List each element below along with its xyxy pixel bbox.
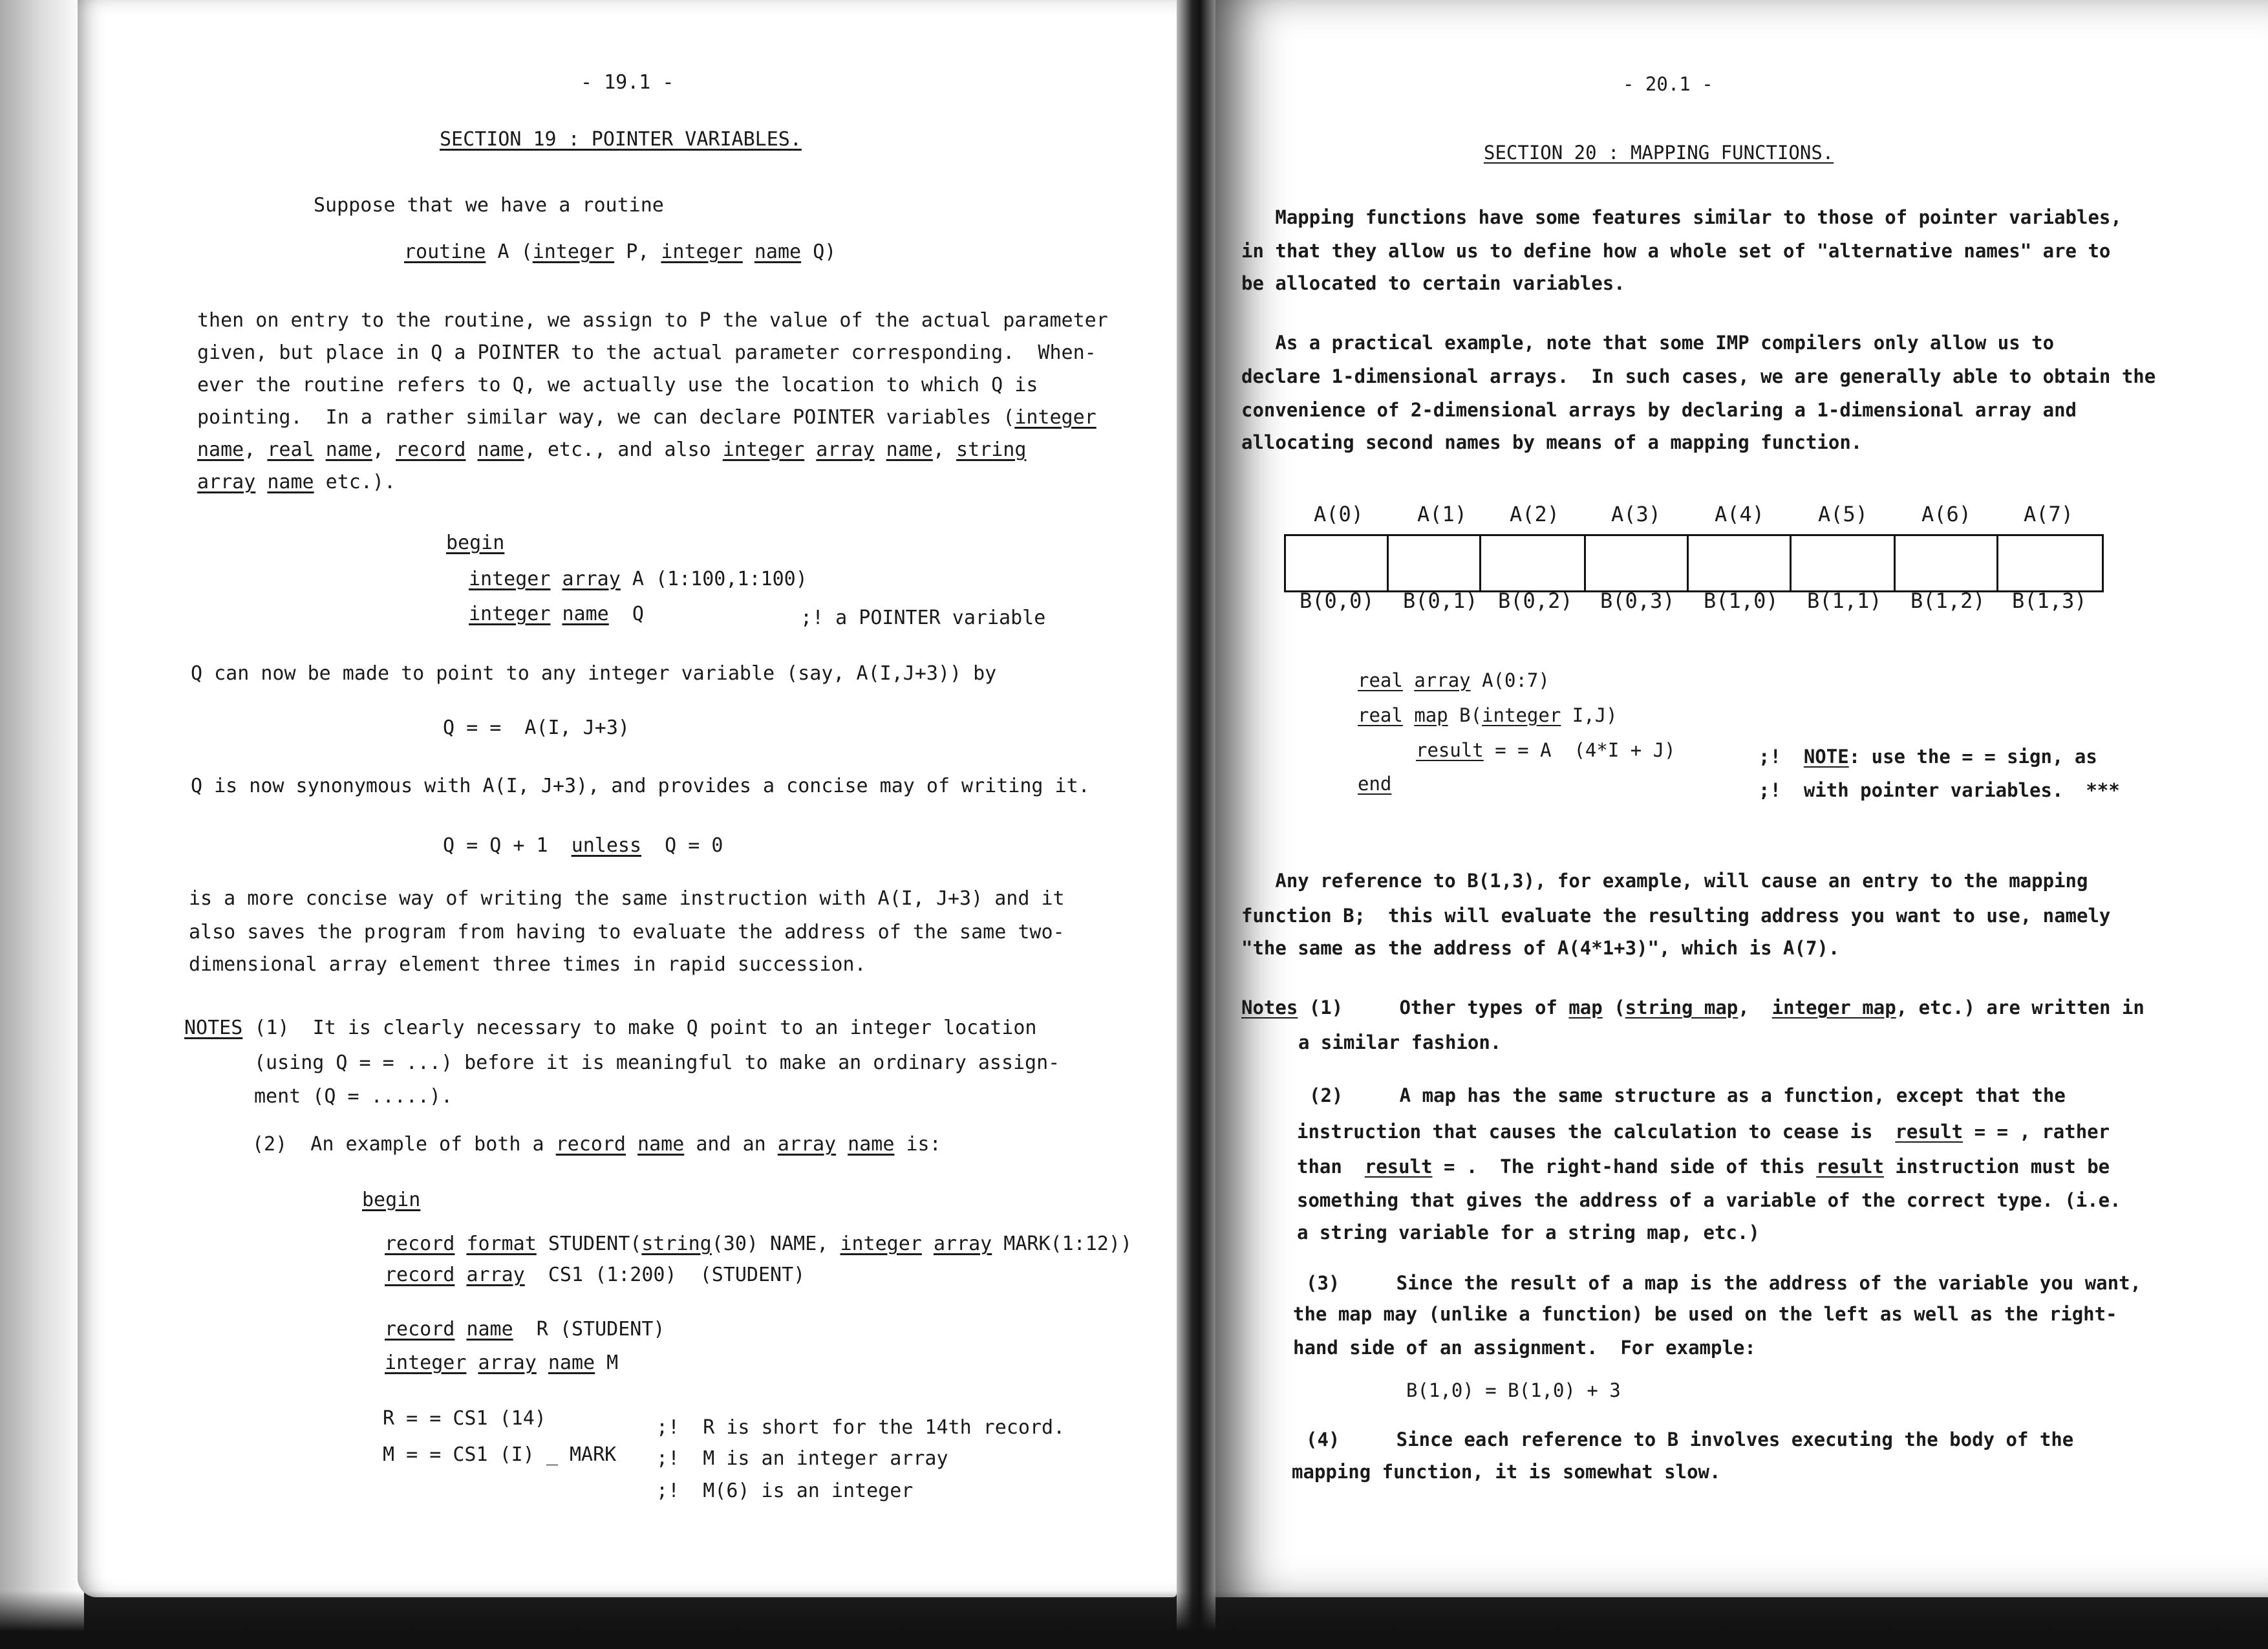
txt: than [1297, 1156, 1365, 1178]
note3-line3: hand side of an assignment. For example: [1293, 1337, 1756, 1359]
map-code-comment1 [1759, 745, 2097, 768]
equation2 [443, 834, 723, 857]
kw-name: name [848, 1133, 895, 1156]
b-label-0: B(0,0) [1300, 588, 1375, 613]
txt: instruction must be [1883, 1156, 2110, 1178]
code1-comment: ;! a POINTER variable [800, 607, 1046, 629]
para3: Q is now synonymous with A(I, J+3), and provides a concise may of writing it. [191, 775, 1090, 797]
txt: , etc.) are written in [1896, 997, 2145, 1018]
kw-integer: integer [385, 1352, 467, 1374]
txt: CS1 (1:200) (STUDENT) [524, 1264, 806, 1286]
kw-real: real [267, 438, 314, 461]
kw-record: record [555, 1133, 626, 1156]
notes-label: NOTES [184, 1017, 243, 1039]
para2-line2: declare 1-dimensional arrays. In such cases, we are generally able to obtain the [1241, 365, 2156, 387]
code2-line3 [385, 1318, 665, 1341]
array-cell [1998, 536, 2102, 590]
para1-line6 [197, 471, 396, 494]
kw-unless: unless [571, 834, 642, 857]
txt: is: [894, 1133, 941, 1156]
kw-integer: integer [469, 568, 551, 590]
kw-array: array [197, 471, 256, 493]
equation1: Q = = A(I, J+3) [443, 717, 630, 739]
kw-begin: begin [362, 1189, 421, 1211]
kw-record: record [396, 438, 466, 461]
intro-text: Suppose that we have a routine [314, 194, 664, 217]
txt: Q = Q + 1 [443, 834, 572, 857]
para3-line2: function B; this will evaluate the resulting address you want to use, namely [1241, 905, 2111, 927]
array-cell [1389, 536, 1481, 590]
code1-line2 [469, 568, 808, 591]
page-number: - 19.1 - [581, 71, 674, 94]
kw-name: name [637, 1133, 685, 1156]
kw-record: record [385, 1233, 455, 1255]
a-label-0: A(0) [1314, 502, 1364, 526]
kw-array: array [562, 568, 621, 590]
kw-format: format [466, 1233, 537, 1255]
b-label-5: B(1,1) [1807, 588, 1882, 613]
map-code-line2 [1358, 704, 1618, 727]
b-label-2: B(0,2) [1498, 588, 1573, 613]
a-label-4: A(4) [1715, 502, 1765, 526]
routine-decl [404, 241, 836, 264]
array-cells [1284, 534, 2104, 592]
kw-result: result [1364, 1156, 1433, 1178]
kw-record: record [385, 1264, 455, 1286]
kw-name: name [548, 1352, 595, 1374]
kw-map: map [1414, 704, 1448, 726]
kw-name: name [754, 241, 802, 263]
a-label-3: A(3) [1611, 502, 1662, 526]
array-cell [1481, 536, 1585, 590]
txt: I,J) [1561, 704, 1618, 726]
txt: , [1738, 997, 1772, 1018]
map-code-line1 [1358, 669, 1550, 692]
kw-array: array [466, 1264, 525, 1286]
para1-line1: Mapping functions have some features similar to those of pointer variables, [1241, 206, 2122, 228]
txt: P, [626, 241, 650, 263]
note2-line1: (2) A map has the same structure as a function, except that the [1309, 1084, 2066, 1106]
kw-name: name [197, 438, 244, 461]
txt: (1) It is clearly necessary to make Q point to an integer location [242, 1017, 1037, 1039]
kw-name: name [562, 603, 609, 625]
section-title [440, 128, 802, 151]
txt: Q = 0 [641, 834, 723, 857]
para2: Q can now be made to point to any integer variable (say, A(I,J+3)) by [191, 662, 997, 685]
kw-integer: integer [722, 438, 805, 461]
kw-integer: integer [661, 241, 743, 263]
note3-line1: (3) Since the result of a map is the address of the variable you want, [1306, 1272, 2142, 1294]
txt: R (STUDENT) [513, 1318, 665, 1341]
txt: : use the = = sign, as [1848, 746, 2097, 768]
txt: = . The right-hand side of this [1432, 1156, 1817, 1178]
txt: = = A (4*I + J) [1483, 739, 1676, 761]
note2-line3 [1297, 1155, 2110, 1178]
code2-line1 [385, 1233, 1132, 1256]
note3-line2: the map may (unlike a function) be used on the left as well as the right- [1293, 1303, 2117, 1325]
kw-array: array [478, 1352, 537, 1374]
code2-comment2: ;! M is an integer array [656, 1447, 948, 1470]
txt: pointing. In a rather similar way, we can declare POINTER variables ( [197, 406, 1015, 429]
code2-begin [362, 1189, 420, 1212]
para4-line1: is a more concise way of writing the same instruction with A(I, J+3) and it [189, 887, 1065, 910]
txt: M [595, 1352, 619, 1374]
note1-line2: a similar fashion. [1298, 1031, 1502, 1053]
kw-array: array [1414, 669, 1471, 691]
kw-integer: integer [1014, 406, 1097, 429]
kw-result: result [1895, 1121, 1963, 1143]
page-19-1 [78, 0, 1177, 1597]
kw-name: name [267, 471, 314, 493]
txt: and an [684, 1133, 778, 1156]
kw-real: real [1358, 669, 1403, 691]
array-cell [1792, 536, 1896, 590]
para2-line4: allocating second names by means of a mapping function. [1241, 431, 1863, 453]
section-title-text: SECTION 20 : MAPPING FUNCTIONS. [1484, 142, 1834, 164]
para4-line2: also saves the program from having to evaluate the address of the same two- [189, 921, 1065, 943]
note1-line3: ment (Q = .....). [254, 1085, 453, 1108]
kw-end: end [1358, 773, 1392, 795]
kw-name: name [466, 1318, 513, 1341]
para1-line3: ever the routine refers to Q, we actually use the location to which Q is [197, 374, 1038, 396]
map-code-line3 [1416, 738, 1676, 762]
note1-line2: (using Q = = ...) before it is meaningful to make an ordinary assign- [254, 1051, 1060, 1074]
txt: ;! [1759, 746, 1804, 768]
note2-line2 [1297, 1120, 2110, 1143]
map-code-line4 [1358, 772, 1391, 795]
txt: instruction that causes the calculation to cease is [1297, 1121, 1896, 1143]
note4-line1: (4) Since each reference to B involves executing the body of the [1306, 1428, 2074, 1450]
section-title [1484, 141, 1834, 164]
para4-line3: dimensional array element three times in rapid succession. [189, 953, 866, 976]
para1-line4 [197, 406, 1097, 429]
page-20-1 [1215, 0, 2268, 1597]
code2-comment1: ;! R is short for the 14th record. [656, 1416, 1065, 1439]
note1-line1 [1241, 996, 2145, 1019]
para1-line2: in that they allow us to define how a whole set of "alternative names" are to [1241, 240, 2111, 262]
para1-line3: be allocated to certain variables. [1241, 272, 1625, 294]
a-label-7: A(7) [2024, 502, 2074, 526]
txt: (2) An example of both a [252, 1133, 556, 1156]
b-label-4: B(1,0) [1704, 588, 1779, 613]
kw-name: name [886, 438, 933, 461]
txt: Q [608, 603, 644, 625]
note2-line4: something that gives the address of a variable of the correct type. (i.e. [1297, 1189, 2121, 1211]
para1-line2: given, but place in Q a POINTER to the actual parameter corresponding. When- [197, 341, 1097, 364]
para1-line1: then on entry to the routine, we assign to P the value of the actual parameter [197, 309, 1108, 332]
txt: MARK(1:12)) [992, 1233, 1132, 1255]
scan-bottom-shadow [0, 1591, 2268, 1649]
kw-array: array [933, 1233, 992, 1255]
kw-array: array [816, 438, 875, 461]
txt: A(0:7) [1470, 669, 1550, 691]
map-code-comment2: ;! with pointer variables. *** [1759, 779, 2120, 801]
note2-line5: a string variable for a string map, etc.) [1297, 1222, 1760, 1244]
txt: STUDENT( [536, 1233, 642, 1255]
kw-name: name [325, 438, 372, 461]
txt: (1) Other types of [1298, 997, 1569, 1018]
txt: A ( [497, 241, 533, 263]
book-gutter [1177, 0, 1215, 1649]
kw-array: array [777, 1133, 837, 1156]
para1-line5: name, real name, record name, etc., and also integer array name, string [197, 438, 1027, 461]
notes-label: Notes [1241, 997, 1298, 1018]
b-label-3: B(0,3) [1600, 588, 1675, 613]
code1-begin [446, 532, 504, 555]
section-title-text: SECTION 19 : POINTER VARIABLES. [440, 128, 802, 151]
kw-integer: integer [1482, 704, 1561, 726]
code2-line6: M = = CS1 (I) _ MARK [383, 1443, 617, 1466]
kw-integer: integer [532, 241, 615, 263]
array-cell [1586, 536, 1689, 590]
kw-string: string [641, 1233, 712, 1255]
kw-integer: integer [469, 603, 551, 625]
code2-line5: R = = CS1 (14) [383, 1407, 546, 1430]
kw-string-map: string map [1625, 997, 1738, 1018]
note4-line2: mapping function, it is somewhat slow. [1292, 1461, 1721, 1483]
txt: A (1:100,1:100) [620, 568, 808, 590]
page-number: - 20.1 - [1623, 73, 1713, 95]
kw-name: name [477, 438, 524, 461]
kw-string: string [956, 438, 1027, 461]
note1-line1 [184, 1017, 1037, 1040]
array-cell [1286, 536, 1389, 590]
kw-integer-map: integer map [1771, 997, 1896, 1018]
b-label-7: B(1,3) [2012, 588, 2087, 613]
a-label-2: A(2) [1510, 502, 1560, 526]
b-label-1: B(0,1) [1403, 588, 1478, 613]
kw-real: real [1358, 704, 1403, 726]
kw-result: result [1816, 1156, 1884, 1178]
array-cell [1689, 536, 1792, 590]
para2-line1: As a practical example, note that some IMP compilers only allow us to [1241, 332, 2055, 354]
kw-integer: integer [840, 1233, 922, 1255]
kw-result: result [1416, 739, 1484, 761]
note-label: NOTE [1803, 746, 1849, 768]
code1-line3 [469, 603, 644, 626]
txt: etc.). [314, 471, 396, 493]
txt: ( [1602, 997, 1625, 1018]
txt: , etc., and also [524, 438, 711, 461]
para3-line1: Any reference to B(1,3), for example, will cause an entry to the mapping [1241, 870, 2088, 892]
a-label-6: A(6) [1921, 502, 1972, 526]
kw-map: map [1568, 997, 1603, 1018]
txt: B( [1448, 704, 1482, 726]
kw-record: record [385, 1318, 455, 1341]
array-cell [1896, 536, 1998, 590]
scan-left-edge [0, 0, 84, 1649]
txt: (30) NAME, [711, 1233, 840, 1255]
para3-line3: "the same as the address of A(4*1+3)", which is A(7). [1241, 937, 1840, 959]
kw-begin: begin [446, 532, 505, 554]
txt: = = , rather [1963, 1121, 2110, 1143]
a-label-1: A(1) [1417, 502, 1468, 526]
code2-comment3: ;! M(6) is an integer [656, 1480, 914, 1502]
b-label-6: B(1,2) [1910, 588, 1985, 613]
txt: Q) [813, 241, 837, 263]
note2 [252, 1133, 941, 1156]
para2-line3: convenience of 2-dimensional arrays by declaring a 1-dimensional array and [1241, 399, 2077, 421]
code2-line4 [385, 1352, 618, 1375]
code2-line2 [385, 1264, 805, 1287]
a-label-5: A(5) [1818, 502, 1868, 526]
note3-equation: B(1,0) = B(1,0) + 3 [1406, 1379, 1621, 1401]
kw-routine: routine [404, 241, 486, 263]
